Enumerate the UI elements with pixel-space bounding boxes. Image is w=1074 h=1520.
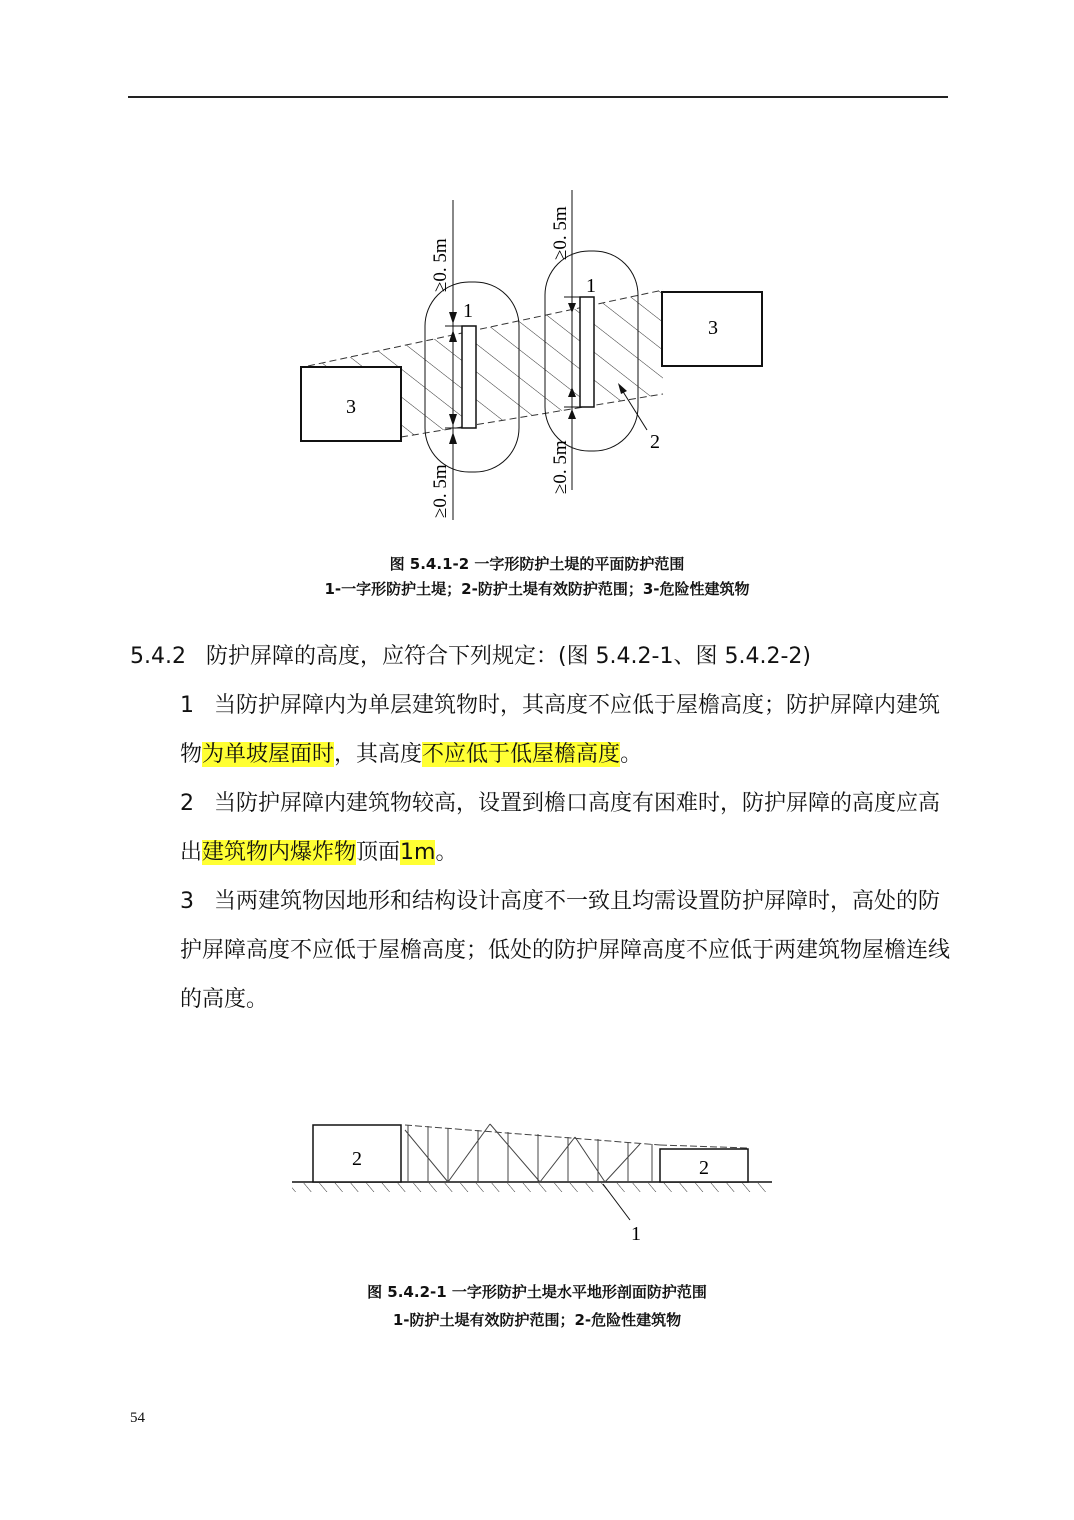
section-heading	[130, 632, 960, 681]
embankment-right	[580, 297, 594, 407]
section-body	[130, 632, 960, 1024]
ground-hatch	[292, 1183, 772, 1192]
figure1-caption-title: 图 5.4.1-2 一字形防护土堤的平面防护范围	[389, 555, 685, 573]
section-building-low-label: 2	[699, 1157, 709, 1179]
page-number: 54	[130, 1410, 145, 1426]
clause-1-text-a: 当防护屏障内为单层建筑物时，其高度不应低于屋檐高度；防护屏障内建筑物	[180, 693, 941, 767]
header-rule	[128, 96, 948, 98]
figure1-caption-legend: 1-一字形防护土堤；2-防护土堤有效防护范围；3-危险性建筑物	[324, 580, 750, 598]
embankment-left	[462, 326, 476, 428]
clause-2	[130, 779, 960, 877]
embankment-left-label: 1	[463, 300, 473, 322]
building-right-label: 3	[708, 317, 718, 339]
clause-2-number: 2	[180, 791, 194, 816]
section-heading-text: 防护屏障的高度，应符合下列规定：(图 5.4.2-1、图 5.4.2-2)	[205, 644, 811, 669]
clause-2-text-a: 当防护屏障内建筑物较高，设置到檐口高度有困难时，防护屏障的高度应高出	[180, 791, 941, 865]
figure2-caption-legend: 1-防护土堤有效防护范围；2-危险性建筑物	[392, 1311, 682, 1329]
dim-label-right-top: ≥0. 5m	[550, 206, 571, 260]
figure2-caption-title: 图 5.4.2-1 一字形防护土堤水平地形剖面防护范围	[367, 1283, 707, 1301]
clause-3	[130, 877, 960, 1024]
figure-section-diagram	[285, 1110, 785, 1250]
clause-1	[130, 681, 960, 779]
dim-label-left-bottom: ≥0. 5m	[430, 464, 451, 518]
clause-1-highlight-b: 不应低于低屋檐高度	[422, 742, 621, 767]
clause-1-highlight-a: 为单坡屋面时	[202, 742, 335, 767]
clause-2-highlight-a: 建筑物内爆炸物	[202, 840, 357, 865]
clause-1-number: 1	[180, 693, 194, 718]
figure-plan-diagram	[290, 180, 790, 525]
clause-1-text-c: 。	[620, 742, 643, 767]
clause-2-text-b: 顶面	[356, 840, 401, 865]
dim-label-left-top: ≥0. 5m	[430, 238, 451, 292]
clause-1-text-b: ，其高度	[334, 742, 423, 767]
clause-3-text: 当两建筑物因地形和结构设计高度不一致且均需设置防护屏障时，高处的防护屏障高度不应低于屋檐高度；低处的防护屏障高度不应低于两建筑物屋檐连线的高度。	[180, 889, 951, 1012]
building-left-label: 3	[346, 396, 356, 418]
section-range-label: 1	[631, 1223, 641, 1245]
dim-label-right-bottom: ≥0. 5m	[550, 440, 571, 494]
range-label: 2	[650, 431, 660, 453]
embankment-right-label: 1	[586, 275, 596, 297]
clause-3-number: 3	[180, 889, 194, 914]
section-building-high-label: 2	[352, 1148, 362, 1170]
section-number: 5.4.2	[130, 644, 186, 669]
clause-2-text-c: 。	[435, 840, 458, 865]
clause-2-highlight-b: 1m	[400, 840, 436, 865]
